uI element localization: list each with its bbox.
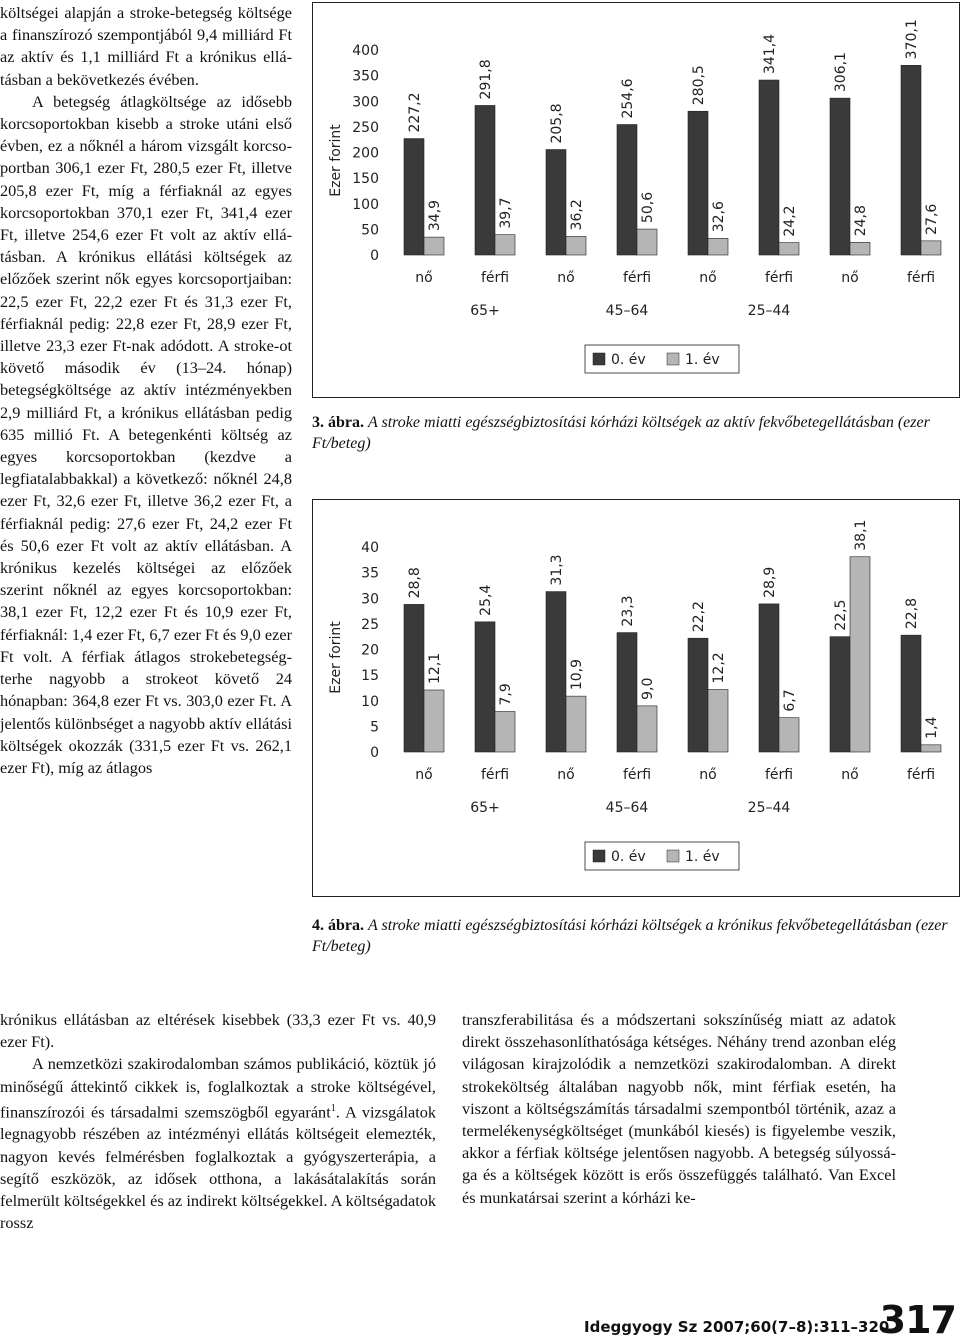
reference-1[interactable]: 1 xyxy=(330,1102,336,1114)
bar-year0-2 xyxy=(546,592,566,752)
figure-4-caption xyxy=(312,915,958,957)
x-group-label: 25–44 xyxy=(747,800,791,816)
x-category-label: férfi xyxy=(480,270,510,286)
bar-year0-0 xyxy=(404,139,424,255)
data-label-year0-6: 22,5 xyxy=(833,599,849,631)
y-axis-label: Ezer forint xyxy=(328,124,344,197)
legend-swatch-year1 xyxy=(667,353,679,365)
data-label-year0-4: 280,5 xyxy=(691,65,707,106)
bar-year1-1 xyxy=(495,712,515,752)
bar-year1-3 xyxy=(637,229,657,255)
left-paragraph-2: A betegség átlagköltsége az idősebb korcsoportokban kisebb a stroke utáni első évben, ez a nőknél a három vizsgált korcsoportban 306,1 ezer Ft, 280,5 ezer Ft, illetve 205,8 ezer Ft, míg a férfiaknál az egyes korcsoportokban 370,1 ezer Ft, 341,4 ezer Ft, illetve 254,6 ezer Ft volt az aktív ellátásban. A krónikus ellátási költségek az előzőek szerint nők egyes korcsoportjaiban: 22,5 ezer Ft, 22,2 ezer Ft és 31,3 ezer Ft, férfiaknál pedig: 22,8 ezer Ft, 28,9 ezer Ft, illetve 23,3 ezer Ft-nak adódott. A stroke-ot követő második év (13–24. hónap) betegségköltsége az aktív intézményekben 2,9 milliárd Ft, a krónikus ellátásban pedig 635 millió Ft. A betegenkénti költség az egyes korcsoportokban (kezdve a legfiatalabbakkal) a következő: nőknél 24,8 ezer Ft, 32,6 ezer Ft, illetve 36,2 ezer Ft, a férfiaknál pedig: 27,6 ezer Ft, 24,2 ezer Ft és 50,6 ezer Ft volt az aktív ellátásban. A krónikus kezelés költségei az előzőek szerint nőknél az egyes korcsoportokban: 38,1 ezer Ft, 12,2 ezer Ft és 10,9 ezer Ft, férfiaknál: 1,4 ezer Ft, 6,7 ezer Ft és 9,0 ezer Ft volt. A férfiak átlagos strokebetegség-terhe nagyobb a strokeot követő 24 hónapban: 364,8 ezer Ft vs. 303,0 ezer Ft. A jelentős különbséget a nagyobb aktív ellátási költségek okozzák (331,5 ezer Ft vs. 262,1 ezer Ft), míg az átlagos xyxy=(0,91,292,777)
data-label-year1-7: 27,6 xyxy=(924,203,940,235)
x-category-label: nő xyxy=(841,767,859,783)
bar-year1-1 xyxy=(495,235,515,255)
bar-year0-5 xyxy=(759,604,779,752)
data-label-year1-3: 50,6 xyxy=(640,191,656,224)
y-tick-label: 35 xyxy=(361,565,379,582)
y-tick-label: 400 xyxy=(352,43,379,59)
left-column xyxy=(0,2,292,779)
data-label-year0-2: 205,8 xyxy=(549,103,565,144)
y-tick-label: 30 xyxy=(361,591,379,608)
page-number: 317 xyxy=(879,1298,956,1342)
data-label-year0-7: 370,1 xyxy=(904,19,920,60)
data-label-year1-0: 34,9 xyxy=(427,199,443,232)
data-label-year1-5: 24,2 xyxy=(782,205,798,237)
legend-swatch-year1 xyxy=(667,850,679,862)
x-category-label: nő xyxy=(557,767,575,783)
x-category-label: férfi xyxy=(480,767,510,783)
bar-year0-5 xyxy=(759,80,779,255)
bar-year0-2 xyxy=(546,150,566,255)
figure-4-chart xyxy=(312,499,960,897)
data-label-year0-0: 227,2 xyxy=(407,92,423,133)
figure-4-label: 4. ábra. xyxy=(312,917,364,934)
legend-label-year0: 0. év xyxy=(611,352,646,368)
y-tick-label: 10 xyxy=(361,693,379,710)
bar-year0-1 xyxy=(475,105,495,255)
bar-year0-3 xyxy=(617,633,637,752)
data-label-year0-2: 31,3 xyxy=(549,554,565,586)
bar-year1-2 xyxy=(566,236,586,255)
y-tick-label: 200 xyxy=(352,145,379,162)
bar-year1-4 xyxy=(708,689,728,752)
x-category-label: férfi xyxy=(764,270,794,286)
bar-year1-2 xyxy=(566,696,586,752)
data-label-year1-3: 9,0 xyxy=(640,677,656,700)
x-category-label: nő xyxy=(415,270,433,286)
bar-year0-1 xyxy=(475,622,495,752)
figure-3-caption-text: A stroke miatti egészségbiztosítási kórházi költségek az aktív fekvőbetegellátásban (ezer Ft/beteg) xyxy=(312,414,930,452)
figure-3-label: 3. ábra. xyxy=(312,414,364,431)
left-paragraph-1: költségei alapján a stroke-betegség költsége a finanszírozó szempontjából 9,4 milliárd Ft az aktív és 1,1 milliárd Ft a krónikus ellátásban a bekövetkezés évében. xyxy=(0,3,292,89)
bottom-left-column xyxy=(0,1009,436,1234)
bar-year1-6 xyxy=(850,557,870,752)
x-category-label: nő xyxy=(699,767,717,783)
bar-year0-4 xyxy=(688,638,708,752)
bar-year1-7 xyxy=(921,241,941,255)
y-tick-label: 40 xyxy=(361,540,379,556)
y-tick-label: 350 xyxy=(352,68,379,85)
data-label-year0-6: 306,1 xyxy=(833,52,849,93)
y-tick-label: 250 xyxy=(352,119,379,136)
data-label-year1-1: 39,7 xyxy=(498,197,514,229)
y-axis-label: Ezer forint xyxy=(328,621,344,694)
bar-year0-6 xyxy=(830,637,850,752)
y-tick-label: 20 xyxy=(361,642,379,659)
data-label-year1-7: 1,4 xyxy=(924,716,940,739)
bar-year1-5 xyxy=(779,718,799,752)
figure-3-svg xyxy=(313,3,959,397)
y-tick-label: 25 xyxy=(361,616,379,633)
bar-year1-7 xyxy=(921,745,941,752)
journal-citation: Ideggyogy Sz 2007;60(7–8):311–320. xyxy=(584,1318,896,1336)
x-group-label: 45–64 xyxy=(605,800,649,816)
x-category-label: férfi xyxy=(906,767,936,783)
legend-swatch-year0 xyxy=(593,850,605,862)
bottom-left-paragraph-2 xyxy=(0,1053,436,1234)
x-category-label: nő xyxy=(699,270,717,286)
bottom-left-paragraph-1: krónikus ellátásban az eltérések kisebbek (33,3 ezer Ft vs. 40,9 ezer Ft). xyxy=(0,1010,436,1052)
data-label-year1-6: 24,8 xyxy=(853,205,869,237)
figure-3-caption xyxy=(312,412,958,454)
bar-year1-6 xyxy=(850,242,870,255)
legend-swatch-year0 xyxy=(593,353,605,365)
x-category-label: férfi xyxy=(764,767,794,783)
y-tick-label: 5 xyxy=(370,719,379,736)
legend-label-year0: 0. év xyxy=(611,849,646,865)
y-tick-label: 0 xyxy=(370,745,379,761)
y-tick-label: 150 xyxy=(352,171,379,188)
bar-year1-4 xyxy=(708,238,728,255)
bar-year0-0 xyxy=(404,604,424,752)
figure-4-caption-text: A stroke miatti egészségbiztosítási kórházi költségek a krónikus fekvőbetegellátásban (ezer Ft/beteg) xyxy=(312,917,948,955)
y-tick-label: 0 xyxy=(370,248,379,264)
data-label-year0-5: 28,9 xyxy=(762,566,778,598)
bar-year0-4 xyxy=(688,111,708,255)
y-tick-label: 100 xyxy=(352,196,379,213)
data-label-year1-2: 36,2 xyxy=(569,199,585,231)
data-label-year0-4: 22,2 xyxy=(691,601,707,633)
data-label-year1-2: 10,9 xyxy=(569,658,585,691)
bar-year1-0 xyxy=(424,237,444,255)
page-footer xyxy=(584,1300,960,1340)
data-label-year1-4: 32,6 xyxy=(711,201,727,233)
data-label-year0-1: 291,8 xyxy=(478,59,494,100)
bar-year0-6 xyxy=(830,98,850,255)
figure-4-svg xyxy=(313,500,959,896)
data-label-year1-4: 12,2 xyxy=(711,652,727,684)
data-label-year0-3: 254,6 xyxy=(620,78,636,119)
x-group-label: 65+ xyxy=(470,303,500,319)
data-label-year1-6: 38,1 xyxy=(853,519,869,551)
data-label-year1-5: 6,7 xyxy=(782,689,798,712)
bottom-left-paragraph-2a: A nemzetközi szakirodalomban számos publikáció, köztük jó minőségű áttekintő cikkek is, foglalkoztak a stroke költségével, finanszírozói és társadalmi szemszögből egyaránt xyxy=(0,1054,436,1122)
legend-label-year1: 1. év xyxy=(685,352,720,368)
bar-year1-0 xyxy=(424,690,444,752)
bar-year1-3 xyxy=(637,706,657,752)
bar-year1-5 xyxy=(779,243,799,255)
x-category-label: nő xyxy=(841,270,859,286)
legend-label-year1: 1. év xyxy=(685,849,720,865)
x-group-label: 25–44 xyxy=(747,303,791,319)
x-category-label: férfi xyxy=(622,767,652,783)
x-category-label: nő xyxy=(415,767,433,783)
bottom-right-column xyxy=(462,1009,896,1209)
y-tick-label: 15 xyxy=(361,668,379,685)
x-group-label: 65+ xyxy=(470,800,500,816)
data-label-year0-1: 25,4 xyxy=(478,584,494,616)
data-label-year0-3: 23,3 xyxy=(620,595,636,627)
data-label-year0-7: 22,8 xyxy=(904,597,920,630)
x-category-label: férfi xyxy=(622,270,652,286)
data-label-year1-0: 12,1 xyxy=(427,652,443,684)
y-tick-label: 50 xyxy=(361,222,379,239)
x-category-label: nő xyxy=(557,270,575,286)
bar-year0-7 xyxy=(901,65,921,255)
y-tick-label: 300 xyxy=(352,94,379,111)
data-label-year0-5: 341,4 xyxy=(762,33,778,75)
data-label-year0-0: 28,8 xyxy=(407,567,423,599)
x-group-label: 45–64 xyxy=(605,303,649,319)
x-category-label: férfi xyxy=(906,270,936,286)
bottom-right-paragraph-1: transzferabilitása és a módszertani sokszínűség miatt az adatok direkt összehasonlíthatósága kétséges. Néhány trend azonban elég világosan kirajzolódik a nemzetközi szakirodalomban. A direkt strokeköltség általában nagyobb nők, mint férfiak esetén, ha viszont a költségszámítás társadalmi szempontból történik, azaz a termelékenységköltséget (munkából kiesés) is figyelembe veszik, akkor a férfiak költsége jelentősen nagyobb. A betegség súlyossága és a költségek között is erős összefüggés található. Van Excel és munkatársai szerint a kórházi ke- xyxy=(462,1010,896,1207)
figure-3-chart xyxy=(312,2,960,398)
bottom-left-paragraph-2b: . A vizsgálatok legnagyobb részében az intézményi ellátás költségeit elemezték, nagyon kevés felmérésben foglalkoztak a gyógyszerterápia, a segítő eszközök, az idősek otthona, a lakásátalakítás során felmerült költségekkel és az indirekt költségekkel. A költségadatok rossz xyxy=(0,1102,436,1233)
bar-year0-3 xyxy=(617,125,637,255)
data-label-year1-1: 7,9 xyxy=(498,683,514,706)
bar-year0-7 xyxy=(901,635,921,752)
